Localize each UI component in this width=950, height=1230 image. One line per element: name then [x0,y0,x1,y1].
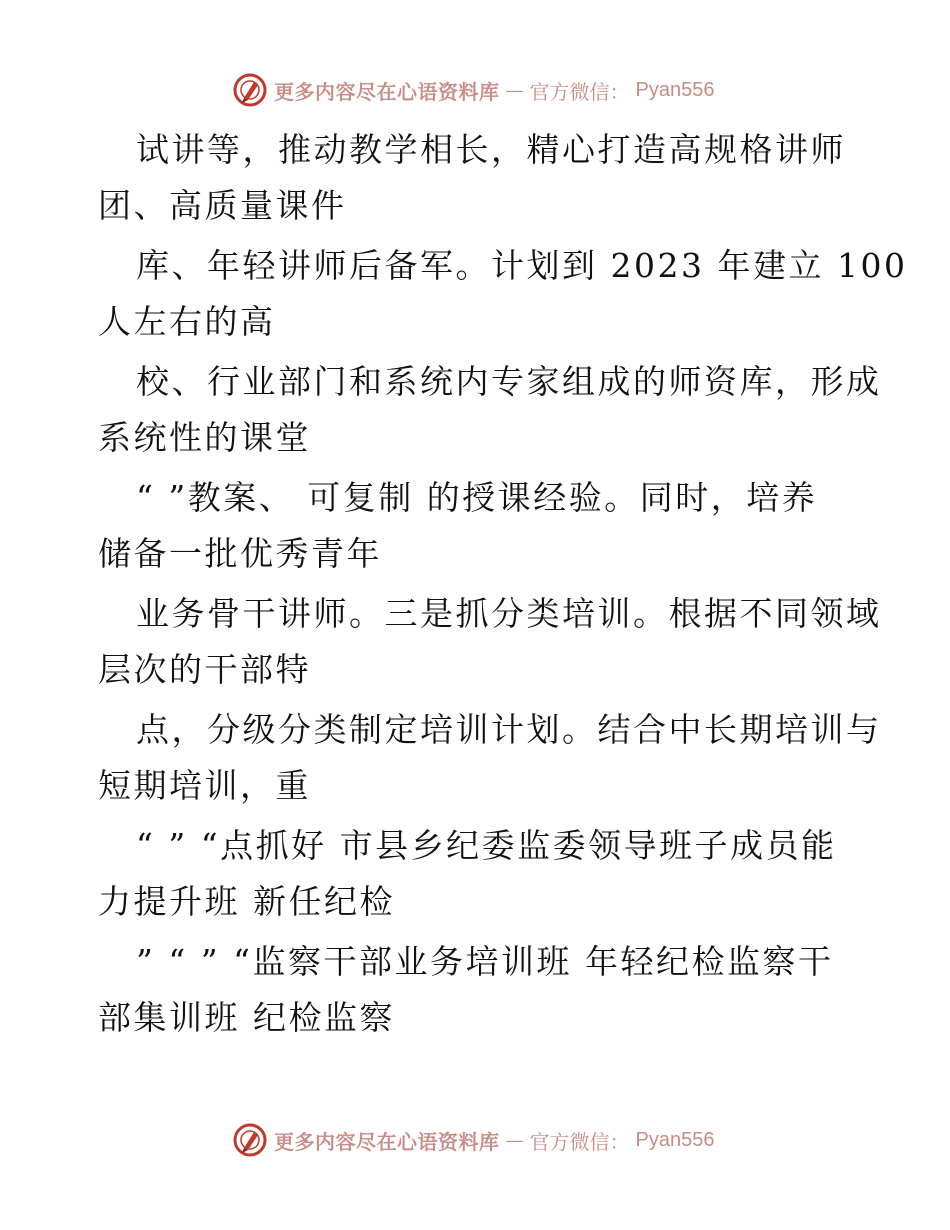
header-banner [232,70,714,110]
footer-banner [232,1120,714,1160]
text-line: 层次的干部特 [98,650,311,689]
text-line: 人左右的高 [98,302,276,341]
banner-text: 更多内容尽在心语资料库 [274,79,500,104]
text-line: “ ” “点抓好 市县乡纪委监委领导班子成员能 [136,826,837,865]
text-line: 试讲等，推动教学相长，精心打造高规格讲师 [136,130,846,169]
pen-logo-icon [232,1122,268,1158]
banner-wechat-label: 官方微信： [529,79,630,104]
banner-wechat-id: Pyan556 [635,78,715,101]
banner-wechat-label: 官方微信： [529,1129,630,1154]
banner-text: 更多内容尽在心语资料库 [274,1129,500,1154]
text-line: 储备一批优秀青年 [98,534,382,573]
text-line: 短期培训，重 [98,766,311,805]
banner-separator: — [505,1129,524,1151]
text-line: 业务骨干讲师。三是抓分类培训。根据不同领域 [136,594,882,633]
text-line: ” “ ” “监察干部业务培训班 年轻纪检监察干 [136,942,834,981]
banner-separator: — [505,79,524,101]
text-line: 校、行业部门和系统内专家组成的师资库，形成 [136,362,882,401]
banner-wechat-id: Pyan556 [635,1128,715,1151]
text-line: 部集训班 纪检监察 [98,998,395,1037]
text-line: 库、年轻讲师后备军。计划到 2023 年建立 100 [136,246,908,285]
text-line: 点，分级分类制定培训计划。结合中长期培训与 [136,710,882,749]
text-line: “ ”教案、 可复制 的授课经验。同时，培养 [136,478,818,517]
text-line: 系统性的课堂 [98,418,311,457]
pen-logo-icon [232,72,268,108]
text-line: 力提升班 新任纪检 [98,882,395,921]
text-line: 团、高质量课件 [98,186,347,225]
